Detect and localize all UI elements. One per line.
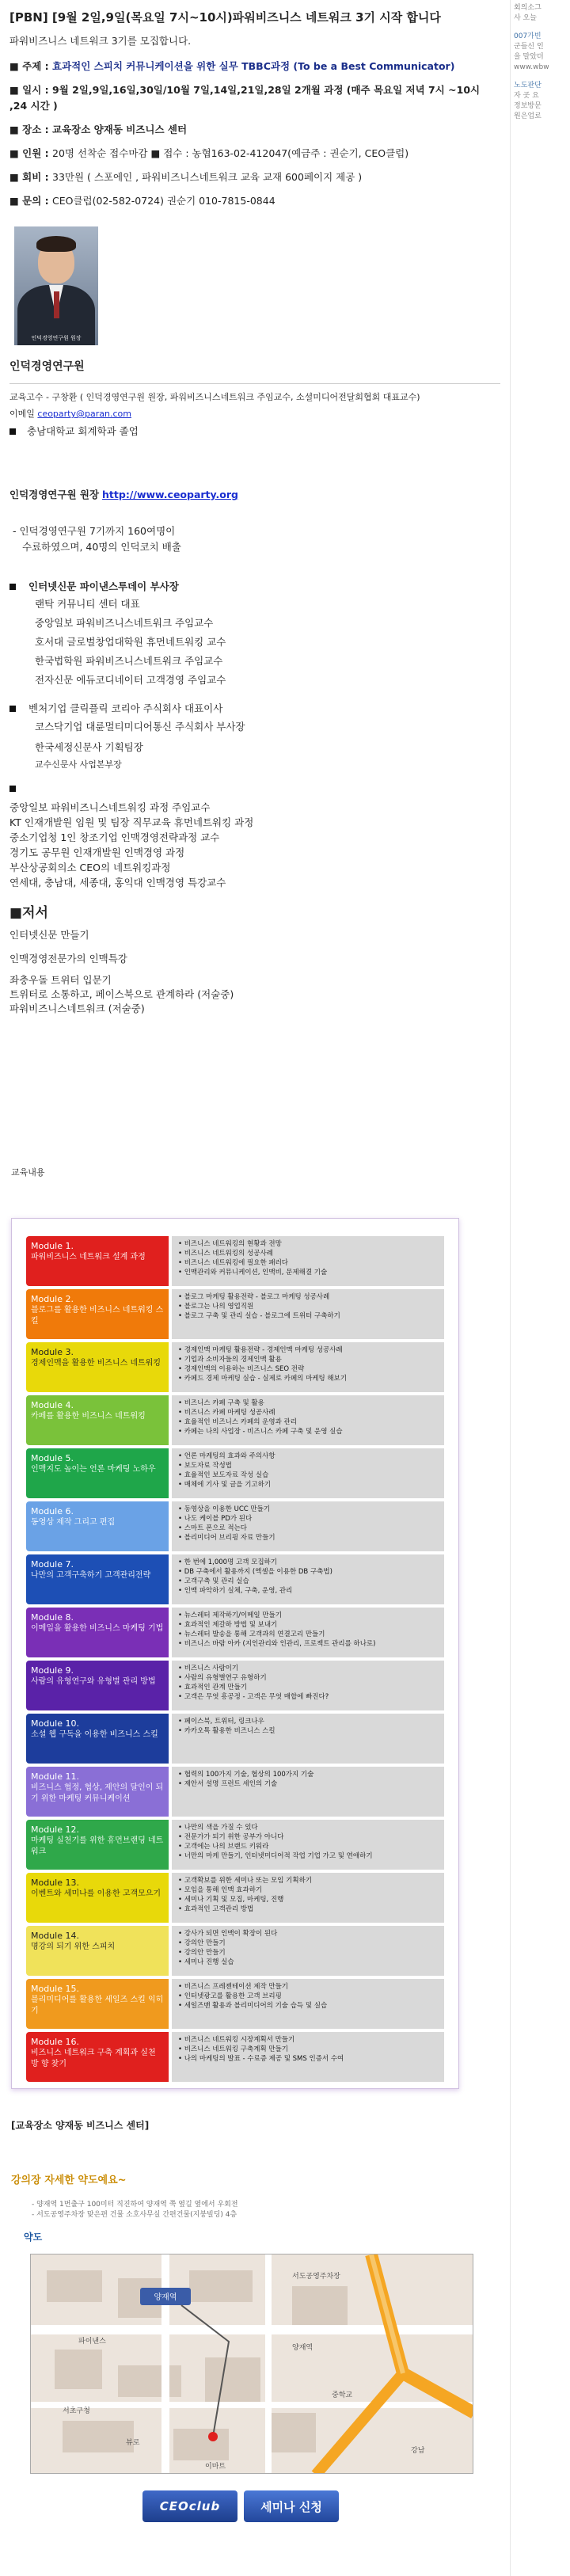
module-topic: • 효율적인 비즈니스 카페의 운영과 관리 — [178, 1417, 438, 1427]
module-title — [26, 2032, 169, 2082]
module-desc: 카페를 활용한 비즈니스 네트워킹 — [31, 1412, 146, 1421]
module-topic: • 비즈니스 네트워킹의 현황과 전망 — [178, 1239, 438, 1249]
module-desc: 명강의 되기 위한 스피치 — [31, 1942, 116, 1951]
sidebar-item[interactable]: 007가빈 군들신 인 을 말았더 www.wbw — [514, 32, 549, 71]
module-row — [26, 1395, 444, 1445]
module-number: Module 3. — [31, 1347, 74, 1357]
module-topic: • 효율적인 보도자료 작성 실습 — [178, 1471, 438, 1480]
module-topics — [172, 1608, 444, 1657]
module-title — [26, 1767, 169, 1817]
module-desc: 경제인맥을 활용한 비즈니스 네트워킹 — [31, 1359, 162, 1368]
module-topic: • 고객에는 나의 브랜드 키워라 — [178, 1842, 438, 1851]
module-number: Module 14. — [31, 1931, 79, 1941]
module-title — [26, 1289, 169, 1339]
module-topic: • 강의안 만들기 — [178, 1948, 438, 1958]
curriculum-label: 교육내용 — [11, 1167, 45, 1178]
map-place-label: 이마트 — [205, 2463, 226, 2471]
career3-item: 부산상공회의소 CEO의 네트워킹과정 — [10, 862, 171, 873]
module-topic: • 강사가 되면 인맥이 확장이 된다 — [178, 1929, 438, 1939]
map-place-label: 중학교 — [332, 2391, 353, 2399]
module-number: Module 13. — [31, 1878, 79, 1888]
module-topic: • 동영상을 이용한 UCC 만들기 — [178, 1505, 438, 1514]
module-desc: 비즈니스 협정, 협상, 제안의 달인이 되기 위한 마케팅 커뮤니케이션 — [31, 1783, 164, 1803]
sidebar — [510, 0, 570, 2576]
module-topics — [172, 1873, 444, 1923]
module-title — [26, 1608, 169, 1657]
map-cta: 강의장 자세한 약도예요~ — [11, 2175, 127, 2186]
module-desc: 이메일을 활용한 비즈니스 마케팅 기법 — [31, 1624, 164, 1633]
module-topic: • 페이스북, 트위터, 링크나우 — [178, 1717, 438, 1726]
info-seats: 20명 선착순 접수마감 ■ 접수 : 농협163-02-412047(예금주 : 권순기, CEO클럽) — [52, 147, 409, 159]
email-link[interactable]: ceoparty@paran.com — [37, 409, 131, 419]
career1-item: 호서대 글로벌창업대학원 휴먼네트워킹 교수 — [35, 636, 226, 648]
module-number: Module 5. — [31, 1453, 74, 1463]
module-desc: 블로그를 활용한 비즈니스 네트워킹 스킬 — [31, 1306, 164, 1326]
info-date: 9월 2일,9일,16일,30일/10월 7일,14일,21일,28일 2개월 과정 (매주 목요일 저녁 7시 ~10시 ,24 시간 ) — [10, 84, 481, 112]
map-label: 약도 — [24, 2232, 43, 2243]
divider — [10, 383, 500, 384]
module-desc: 블리미디어를 활용한 세일즈 스킬 익히기 — [31, 1996, 164, 2015]
instructor-photo — [14, 226, 98, 345]
book-item: 인맥경영전문가의 인맥특강 — [10, 953, 127, 965]
venue-text: [교육장소 양재동 비즈니스 센터] — [11, 2120, 150, 2131]
module-row — [26, 1342, 444, 1392]
module-desc: 이벤트와 세미나를 이용한 고객모으기 — [31, 1889, 162, 1898]
module-topics — [172, 1979, 444, 2029]
module-row — [26, 1926, 444, 1976]
module-topic: • 나만의 색을 가질 수 있다 — [178, 1823, 438, 1832]
module-topic: • 인맥관리와 커뮤니케이션, 인맥비, 문제해결 기술 — [178, 1268, 438, 1277]
info-label-fee: ■ 회비 : — [10, 171, 53, 183]
info-label-place: ■ 장소 : — [10, 124, 53, 135]
module-topic: • 비즈니스 바람 아카 (지인관리와 인관리, 프로젝트 관리를 하나로) — [178, 1639, 438, 1649]
info-label-date: ■ 일시 : — [10, 84, 53, 96]
book-item: 좌충우돌 트위터 입문기 — [10, 974, 112, 986]
info-label-contact: ■ 문의 : — [10, 195, 53, 207]
info-contact: CEO클럽(02-582-0724) 권순기 010-7815-0844 — [52, 195, 276, 207]
module-number: Module 4. — [31, 1400, 74, 1410]
module-topic: • 효과적인 관계 만들기 — [178, 1683, 438, 1692]
career2-item: 한국세정신문사 기획팀장 — [35, 741, 143, 753]
map-station-label: 양재역 — [154, 2293, 177, 2302]
module-topics — [172, 1554, 444, 1604]
module-topic: • 스마트 폰으로 적는다 — [178, 1524, 438, 1533]
org-label: 교육고수 - — [10, 392, 49, 402]
direction-notes: - 양재역 1번출구 100미터 직진하여 양재역 쭉 옆길 옆에서 우회전 - 서도공영주차장 맞은편 건물 소호사무실 간편건물(지붕빌딩) 4층 — [32, 2201, 238, 2219]
module-topic: • 세미나 진행 실습 — [178, 1958, 438, 1967]
module-topic: • 인맥 파악하기 실체, 구축, 운영, 관리 — [178, 1586, 438, 1596]
module-desc: 나만의 고객구축하기 고객관리전략 — [31, 1571, 151, 1580]
module-topic: • 보도자료 작성법 — [178, 1461, 438, 1471]
ceo-club-button[interactable]: CEOclub — [142, 2490, 238, 2522]
module-number: Module 16. — [31, 2037, 79, 2047]
module-topic: • 카페는 나의 사업장 - 비즈니스 카페 구축 및 운영 실습 — [178, 1427, 438, 1436]
module-row — [26, 1661, 444, 1710]
module-number: Module 15. — [31, 1984, 79, 1994]
info-place: 교육장소 양재동 비즈니스 센터 — [52, 124, 188, 135]
module-topics — [172, 1820, 444, 1870]
module-row — [26, 1554, 444, 1604]
module-number: Module 9. — [31, 1665, 74, 1676]
module-topics — [172, 1448, 444, 1498]
module-desc: 동영상 제작 그리고 편집 — [31, 1518, 116, 1527]
bullet-icon — [10, 584, 16, 590]
module-title — [26, 1714, 169, 1764]
module-topic: • 비즈니스 카페 마케팅 성공사례 — [178, 1408, 438, 1417]
module-topic: • 나도 케이블 PD가 된다 — [178, 1514, 438, 1524]
module-topics — [172, 1926, 444, 1976]
module-topics — [172, 2032, 444, 2082]
director-link[interactable]: http://www.ceoparty.org — [102, 489, 238, 500]
module-topics — [172, 1714, 444, 1764]
career1-item: 랜탁 커뮤니티 센터 대표 — [35, 598, 140, 610]
module-topics — [172, 1501, 444, 1551]
module-topic: • 블리미디어 브리핑 자료 만들기 — [178, 1533, 438, 1543]
module-title — [26, 1554, 169, 1604]
module-topic: • 너만의 마케 만들기, 인터넷미디어적 작업 기업 가고 및 연애하기 — [178, 1851, 438, 1861]
module-topic: • 한 번에 1,000명 고객 모집하기 — [178, 1558, 438, 1567]
module-topic: • 경제인맥의 이용하는 비즈니스 SEO 전략 — [178, 1364, 438, 1374]
module-topics — [172, 1661, 444, 1710]
module-number: Module 8. — [31, 1612, 74, 1623]
career1-head: 인터넷신문 파이낸스투데이 부사장 — [28, 580, 179, 592]
module-topic: • DB 구축에서 활용까지 (엑셀을 이용한 DB 구축법) — [178, 1567, 438, 1577]
module-topic: • 협력의 100가지 기술, 협상의 100가지 기술 — [178, 1770, 438, 1779]
module-topic: • 기업과 소비자들의 경제인맥 활용 — [178, 1355, 438, 1364]
module-topic: • 비즈니스 네트워킹에 필요한 패러다 — [178, 1258, 438, 1268]
book-item: 파워비즈니스네트워크 (저술중) — [10, 1003, 145, 1014]
module-topics — [172, 1289, 444, 1339]
module-number: Module 11. — [31, 1771, 79, 1782]
module-topic: • 블로그 구축 및 관리 실습 - 블로그에 트위터 구축하기 — [178, 1311, 438, 1321]
module-topic: • 비즈니스 네트워킹 시장계획서 만들기 — [178, 2035, 438, 2045]
seminar-apply-button[interactable]: 세미나 신청 — [244, 2490, 339, 2522]
module-title — [26, 1236, 169, 1286]
module-row — [26, 1873, 444, 1923]
module-row — [26, 1501, 444, 1551]
module-topic: • 효과적인 제갈하 방법 및 보내기 — [178, 1620, 438, 1630]
career1-item: 한국법학원 파워비즈니스네트워크 주임교수 — [35, 655, 223, 667]
stats-line-1: - 인덕경영연구원 7기까지 160여명이 — [13, 525, 176, 537]
instructor-org-name: 인덕경영연구원 — [10, 360, 85, 373]
books-heading: ■저서 — [10, 905, 48, 921]
photo-caption: 인덕경영연구원 원장 — [31, 335, 82, 341]
map-place-label: 서도공영주차장 — [292, 2273, 340, 2281]
module-topic: • 비즈니스 사람이기 — [178, 1664, 438, 1673]
module-title — [26, 1661, 169, 1710]
module-topic: • 세일즈맨 활용과 블리미디어의 기술 습득 및 실습 — [178, 2001, 438, 2011]
career2-item: 교수신문사 사업본부장 — [35, 759, 122, 770]
module-number: Module 1. — [31, 1241, 74, 1251]
module-desc: 인맥지도 높이는 언론 마케팅 노하우 — [31, 1465, 156, 1474]
email-label: 이메일 — [10, 409, 35, 419]
module-row — [26, 1448, 444, 1498]
module-topic: • 블로그 마케팅 활용전략 - 블로그 마케팅 성공사례 — [178, 1292, 438, 1302]
intro-text: 파워비즈니스 네트워크 3기를 모집합니다. — [10, 35, 192, 47]
module-row — [26, 1608, 444, 1657]
module-topic: • 뉴스레터 발송을 통해 고객과의 연결고리 만들기 — [178, 1630, 438, 1639]
module-topic: • 뉴스레터 제작하기/이메일 만들기 — [178, 1611, 438, 1620]
info-label-seats: ■ 인원 : — [10, 147, 53, 159]
module-topics — [172, 1342, 444, 1392]
bullet-icon — [10, 786, 16, 792]
career3-item: 중앙일보 파워비즈니스네트워킹 과정 주임교수 — [10, 801, 211, 813]
map-place-label: 뷰로 — [126, 2439, 140, 2447]
module-row — [26, 1979, 444, 2029]
module-topic: • 비즈니스 네트워킹 구축계획 만들기 — [178, 2045, 438, 2054]
module-title — [26, 1979, 169, 2029]
career1-item: 중앙일보 파워비즈니스네트워크 주임교수 — [35, 617, 214, 629]
module-topic: • 강의안 만들기 — [178, 1939, 438, 1948]
org-name: 구창환 — [51, 392, 78, 402]
map-place-label: 강남 — [411, 2447, 425, 2455]
module-topic: • 블로그는 나의 영업직원 — [178, 1302, 438, 1311]
module-title — [26, 1395, 169, 1445]
org-desc: ( 인덕경영연구원 원장, 파워비즈니스네트워크 주임교수, 소셜미디어전달회협회 대표교수) — [79, 392, 420, 402]
module-topic: • 카페드 경제 마케팅 실습 - 실제로 카페의 마케팅 해보기 — [178, 1374, 438, 1383]
career3-item: 연세대, 충남대, 세종대, 홍익대 인맥경영 특강교수 — [10, 877, 226, 888]
module-topic: • 언론 마케팅의 효과와 주의사항 — [178, 1452, 438, 1461]
module-desc: 파워비즈니스 네트워크 설계 과정 — [31, 1253, 146, 1261]
module-number: Module 6. — [31, 1506, 74, 1516]
module-topic: • 고객확보를 위한 세미나 또는 모임 기획하기 — [178, 1876, 438, 1885]
module-desc: 마케팅 실천기를 위한 휴먼브랜딩 네트워크 — [31, 1836, 164, 1856]
module-topic: • 효과적인 고객관리 방법 — [178, 1904, 438, 1914]
module-topic: • 나의 마케팅의 발표 - 수료증 제공 및 SMS 인증서 수여 — [178, 2054, 438, 2064]
module-topics — [172, 1236, 444, 1286]
career3-item: 중소기업청 1인 창조기업 인맥경영전략과정 교수 — [10, 831, 220, 843]
module-number: Module 7. — [31, 1559, 74, 1570]
module-topic: • 사람의 유형별연구 유형하기 — [178, 1673, 438, 1683]
module-topic: • 세미나 기획 및 모집, 마케팅, 진행 — [178, 1895, 438, 1904]
module-topic: • 전문가가 되기 위한 공부가 아니다 — [178, 1832, 438, 1842]
map-place-label: 파이낸스 — [78, 2338, 106, 2346]
sidebar-item[interactable]: 노도판단 자 곳 요 정보방문 원은업로 — [514, 82, 542, 120]
map-marker-icon — [208, 2432, 218, 2441]
module-topic: • 인터넷광고를 활용한 고객 브리핑 — [178, 1992, 438, 2001]
module-row — [26, 1236, 444, 1286]
module-row — [26, 1820, 444, 1870]
module-topic: • 모임을 통해 인맥 효과하기 — [178, 1885, 438, 1895]
module-topic: • 비즈니스 카페 구축 및 활용 — [178, 1398, 438, 1408]
module-topic: • 고객은 무엇 흥공정 - 고객은 무엇 매합에 빠진다? — [178, 1692, 438, 1702]
career3-item: 경기도 공무원 인재개발원 인맥경영 과정 — [10, 847, 185, 858]
module-topic: • 비즈니스 프레젠테이션 제작 만들기 — [178, 1982, 438, 1992]
module-row — [26, 1767, 444, 1817]
module-topic: • 제안서 설명 프런트 세인의 기술 — [178, 1779, 438, 1789]
module-row — [26, 2032, 444, 2082]
bullet-icon — [10, 428, 16, 435]
module-desc: 사람의 유형연구와 유형별 관리 방법 — [31, 1677, 156, 1686]
bullet-icon — [10, 706, 16, 712]
module-title — [26, 1342, 169, 1392]
sidebar-item[interactable]: 회의소그 사 오늘 — [514, 4, 542, 22]
module-number: Module 2. — [31, 1294, 74, 1304]
module-desc: 소셜 웹 구독을 이용한 비즈니스 스킬 — [31, 1730, 158, 1739]
school-text: 충남대학교 회계학과 졸업 — [27, 425, 139, 437]
module-title — [26, 1820, 169, 1870]
module-topics — [172, 1767, 444, 1817]
module-topic: • 비즈니스 네트워킹의 성공사례 — [178, 1249, 438, 1258]
career2-head: 벤처기업 클릭플릭 코리아 주식회사 대표이사 — [28, 702, 223, 714]
info-topic: 효과적인 스피치 커뮤니케이션을 위한 실무 TBBC과정 (To be a Best Communicator) — [52, 60, 455, 72]
book-item: 인터넷신문 만들기 — [10, 929, 89, 941]
module-topic: • 경제인맥 마케팅 활용전략 - 경제인맥 마케팅 성공사례 — [178, 1345, 438, 1355]
module-row — [26, 1714, 444, 1764]
map-place-label: 서초구청 — [63, 2407, 90, 2415]
info-fee: 33만원 ( 스포에인 , 파워비즈니스네트워크 교육 교재 600페이지 제공 ) — [52, 171, 363, 183]
module-title — [26, 1448, 169, 1498]
location-map[interactable] — [30, 2254, 473, 2474]
module-number: Module 12. — [31, 1825, 79, 1835]
director-label: 인덕경영연구원 원장 — [10, 489, 100, 500]
module-title — [26, 1926, 169, 1976]
map-place-label: 양재역 — [292, 2344, 314, 2352]
module-topic: • 고객구축 및 관리 실습 — [178, 1577, 438, 1586]
info-label-topic: ■ 주제 : — [10, 60, 53, 72]
action-buttons — [142, 2490, 339, 2522]
module-topic: • 카카오톡 활용한 비즈니스 스킬 — [178, 1726, 438, 1736]
career2-item: 코스닥기업 대륜멀티미디어통신 주식회사 부사장 — [35, 721, 245, 732]
module-topics — [172, 1395, 444, 1445]
module-row — [26, 1289, 444, 1339]
career1-item: 전자신문 에듀코디네이터 고객경영 주임교수 — [35, 674, 226, 686]
career3-item: KT 인재개발원 임원 및 팀장 직무교육 휴먼네트워킹 과정 — [10, 816, 254, 828]
curriculum-table — [11, 1218, 459, 2089]
book-item: 트위터로 소통하고, 페이스북으로 관계하라 (저술중) — [10, 988, 234, 1000]
module-topic: • 매체에 기사 및 글을 기고하기 — [178, 1480, 438, 1490]
module-number: Module 10. — [31, 1718, 79, 1729]
module-title — [26, 1501, 169, 1551]
post-title: [PBN] [9월 2일,9일(목요일 7시~10시)파워비즈니스 네트워크 3기 시작 합니다 — [10, 10, 441, 25]
module-desc: 비즈니스 네트워크 구축 계획과 실천 방 향 찾기 — [31, 2049, 156, 2068]
module-title — [26, 1873, 169, 1923]
stats-line-2: 수료하였으며, 40명의 인덕코치 배출 — [22, 541, 181, 553]
